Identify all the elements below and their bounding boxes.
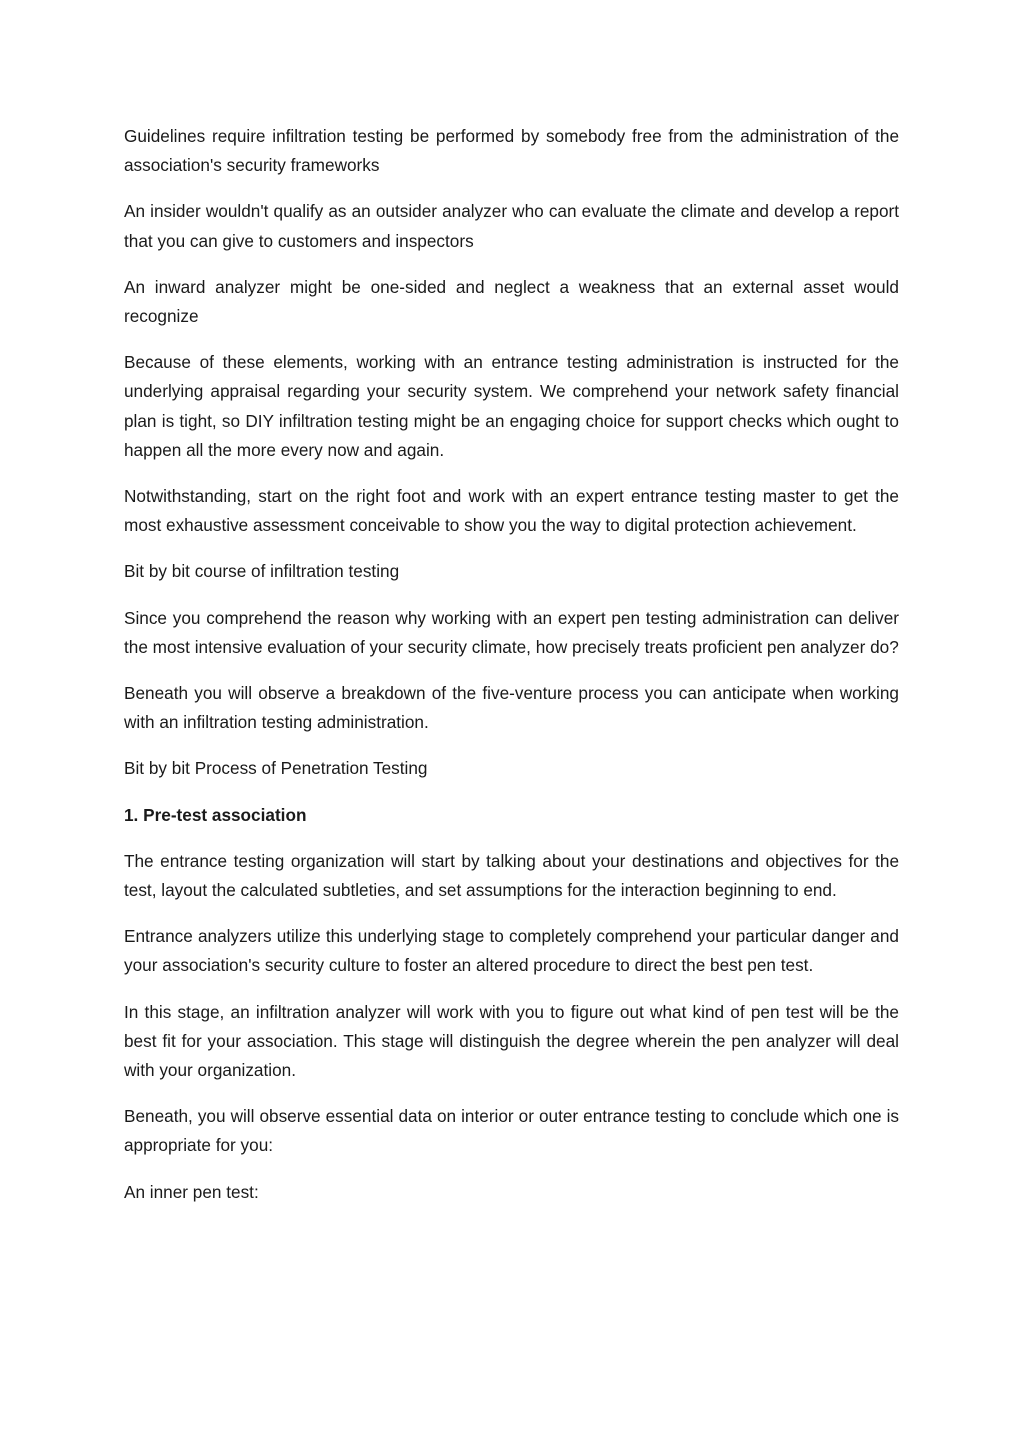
paragraph-organization-start: The entrance testing organization will start by talking about your destinations and objectives for the test, layout the calculated subtleties, and set assumptions for the interaction beginning to end. — [124, 850, 899, 901]
paragraph-inward-analyzer: An inward analyzer might be one-sided and neglect a weakness that an external asset would recognize — [124, 276, 899, 327]
paragraph-this-stage: In this stage, an infiltration analyzer will work with you to figure out what kind of pen test will be the best fit for your association. This stage will distinguish the degree wherein the pen analyzer will deal with your organization. — [124, 1001, 899, 1081]
paragraph-comprehend: Since you comprehend the reason why working with an expert pen testing administration can deliver the most intensive evaluation of your security climate, how precisely treats proficient pen analyzer do? — [124, 607, 899, 657]
paragraph-inner-pen-test: An inner pen test: — [124, 1181, 259, 1202]
paragraph-breakdown: Beneath you will observe a breakdown of the five-venture process you can anticipate when working with an infiltration testing administration. — [124, 683, 899, 733]
paragraph-guidelines: Guidelines require infiltration testing be performed by somebody free from the administration of the association's security frameworks — [124, 126, 899, 176]
paragraph-insider: An insider wouldn't qualify as an outsider analyzer who can evaluate the climate and develop a report that you can give to customers and inspectors — [124, 201, 899, 251]
document-body — [124, 122, 899, 1224]
paragraph-process-title: Bit by bit Process of Penetration Testing — [124, 758, 428, 779]
paragraph-underlying-stage: Entrance analyzers utilize this underlying stage to completely comprehend your particular danger and your association's security culture to foster an altered procedure to direct the best pen test. — [124, 926, 899, 976]
paragraph-course-title: Bit by bit course of infiltration testing — [124, 561, 400, 582]
section-heading-pre-test: 1. Pre-test association — [124, 804, 307, 825]
paragraph-elements: Because of these elements, working with an entrance testing administration is instructed for the underlying appraisal regarding your security system. We comprehend your network safety financial plan is tight, so DIY infiltration testing might be an engaging choice for support checks which ought to happen all the more every now and again. — [124, 352, 899, 460]
paragraph-essential-data: Beneath, you will observe essential data on interior or outer entrance testing to conclude which one is appropriate for you: — [124, 1106, 899, 1156]
paragraph-notwithstanding: Notwithstanding, start on the right foot and work with an expert entrance testing master to get the most exhaustive assessment conceivable to show you the way to digital protection achievement. — [124, 486, 899, 536]
